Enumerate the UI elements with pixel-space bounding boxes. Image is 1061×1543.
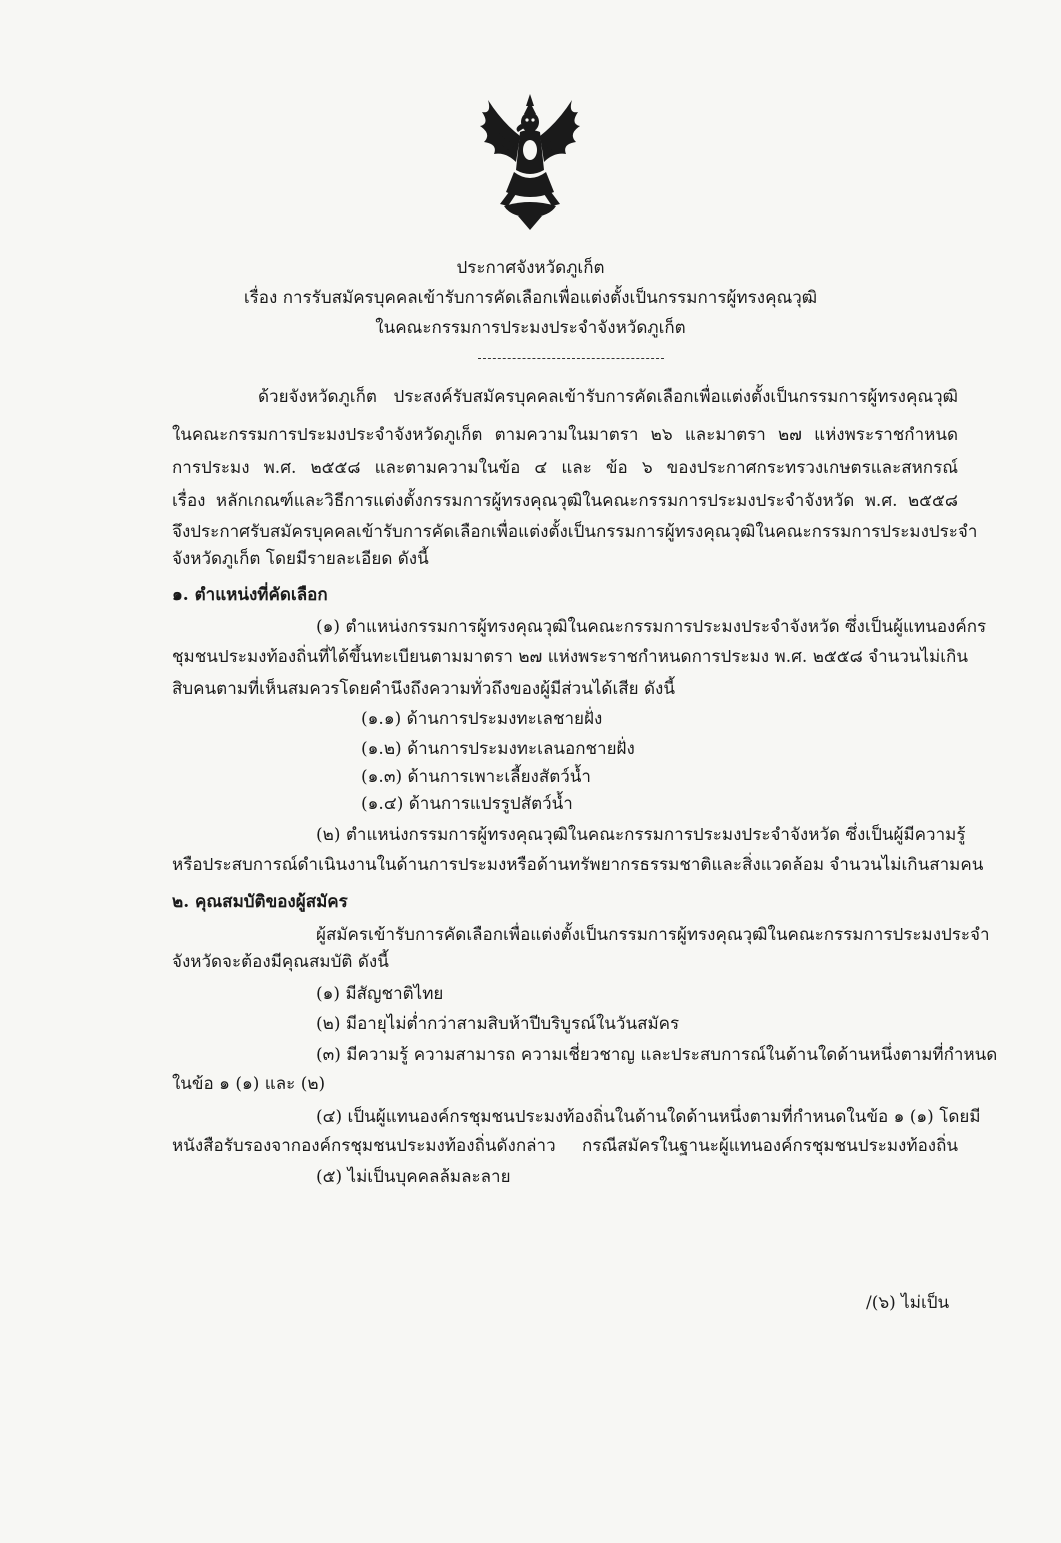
header-divider	[478, 358, 664, 359]
document-subject-cont: ในคณะกรรมการประมงประจำจังหวัดภูเก็ต	[375, 318, 686, 338]
qualification-item: (๕) ไม่เป็นบุคคลล้มละลาย	[316, 1167, 511, 1187]
intro-line: การประมง พ.ศ. ๒๕๕๘ และตามความในข้อ ๔ และ ข้อ ๖ ของประกาศกระทรวงเกษตรและสหกรณ์	[172, 458, 958, 478]
continuation-marker: /(๖) ไม่เป็น	[866, 1293, 950, 1313]
qualification-item: หนังสือรับรองจากองค์กรชุมชนประมงท้องถิ่นดังกล่าว กรณีสมัครในฐานะผู้แทนองค์กรชุมชนประมงท้องถิ่น	[172, 1136, 958, 1156]
paragraph-line: สิบคนตามที่เห็นสมควรโดยคำนึงถึงความทั่วถึงของผู้มีส่วนได้เสีย ดังนี้	[172, 679, 675, 699]
document-title: ประกาศจังหวัดภูเก็ต	[456, 258, 605, 278]
qualification-item: (๔) เป็นผู้แทนองค์กรชุมชนประมงท้องถิ่นในด้านใดด้านหนึ่งตามที่กำหนดในข้อ ๑ (๑) โดยมี	[316, 1107, 981, 1127]
paragraph-line: จังหวัดจะต้องมีคุณสมบัติ ดังนี้	[172, 952, 389, 972]
qualification-item: (๒) มีอายุไม่ต่ำกว่าสามสิบห้าปีบริบูรณ์ในวันสมัคร	[316, 1014, 680, 1034]
qualification-item: (๑) มีสัญชาติไทย	[316, 984, 444, 1004]
paragraph-line: ผู้สมัครเข้ารับการคัดเลือกเพื่อแต่งตั้งเป็นกรรมการผู้ทรงคุณวุฒิในคณะกรรมการประมงประจำ	[316, 925, 990, 945]
intro-line: ด้วยจังหวัดภูเก็ต ประสงค์รับสมัครบุคคลเข้ารับการคัดเลือกเพื่อแต่งตั้งเป็นกรรมการผู้ทรงคุณวุฒิ	[258, 387, 958, 407]
paragraph-line: (๒) ตำแหน่งกรรมการผู้ทรงคุณวุฒิในคณะกรรมการประมงประจำจังหวัด ซึ่งเป็นผู้มีความรู้	[316, 825, 966, 845]
qualification-item: (๓) มีความรู้ ความสามารถ ความเชี่ยวชาญ และประสบการณ์ในด้านใดด้านหนึ่งตามที่กำหนด	[316, 1045, 998, 1065]
intro-line: จึงประกาศรับสมัครบุคคลเข้ารับการคัดเลือกเพื่อแต่งตั้งเป็นกรรมการผู้ทรงคุณวุฒิในคณะกรรมการประมงประจำ	[172, 522, 978, 542]
qualification-item: ในข้อ ๑ (๑) และ (๒)	[172, 1074, 326, 1094]
paragraph-line: (๑) ตำแหน่งกรรมการผู้ทรงคุณวุฒิในคณะกรรมการประมงประจำจังหวัด ซึ่งเป็นผู้แทนองค์กร	[316, 617, 987, 637]
garuda-emblem-icon	[474, 92, 586, 232]
sub-item: (๑.๒) ด้านการประมงทะเลนอกชายฝั่ง	[361, 739, 635, 759]
document-subject: เรื่อง การรับสมัครบุคคลเข้ารับการคัดเลือกเพื่อแต่งตั้งเป็นกรรมการผู้ทรงคุณวุฒิ	[243, 288, 818, 308]
sub-item: (๑.๔) ด้านการแปรรูปสัตว์น้ำ	[361, 794, 573, 814]
intro-line: ในคณะกรรมการประมงประจำจังหวัดภูเก็ต ตามความในมาตรา ๒๖ และมาตรา ๒๗ แห่งพระราชกำหนด	[172, 425, 958, 445]
sub-item: (๑.๓) ด้านการเพาะเลี้ยงสัตว์น้ำ	[361, 767, 591, 787]
intro-line: จังหวัดภูเก็ต โดยมีรายละเอียด ดังนี้	[172, 549, 429, 569]
paragraph-line: ชุมชนประมงท้องถิ่นที่ได้ขึ้นทะเบียนตามมาตรา ๒๗ แห่งพระราชกำหนดการประมง พ.ศ. ๒๕๕๘ จำนวนไม่เกิน	[172, 647, 968, 667]
intro-line: เรื่อง หลักเกณฑ์และวิธีการแต่งตั้งกรรมการผู้ทรงคุณวุฒิในคณะกรรมการประมงประจำจังหวัด พ.ศ. ๒๕๕๘	[172, 491, 958, 511]
section-heading: ๑. ตำแหน่งที่คัดเลือก	[172, 585, 328, 605]
section-heading: ๒. คุณสมบัติของผู้สมัคร	[172, 892, 348, 912]
sub-item: (๑.๑) ด้านการประมงทะเลชายฝั่ง	[361, 709, 603, 729]
paragraph-line: หรือประสบการณ์ดำเนินงานในด้านการประมงหรือด้านทรัพยากรธรรมชาติและสิ่งแวดล้อม จำนวนไม่เกินสามคน	[172, 855, 984, 875]
